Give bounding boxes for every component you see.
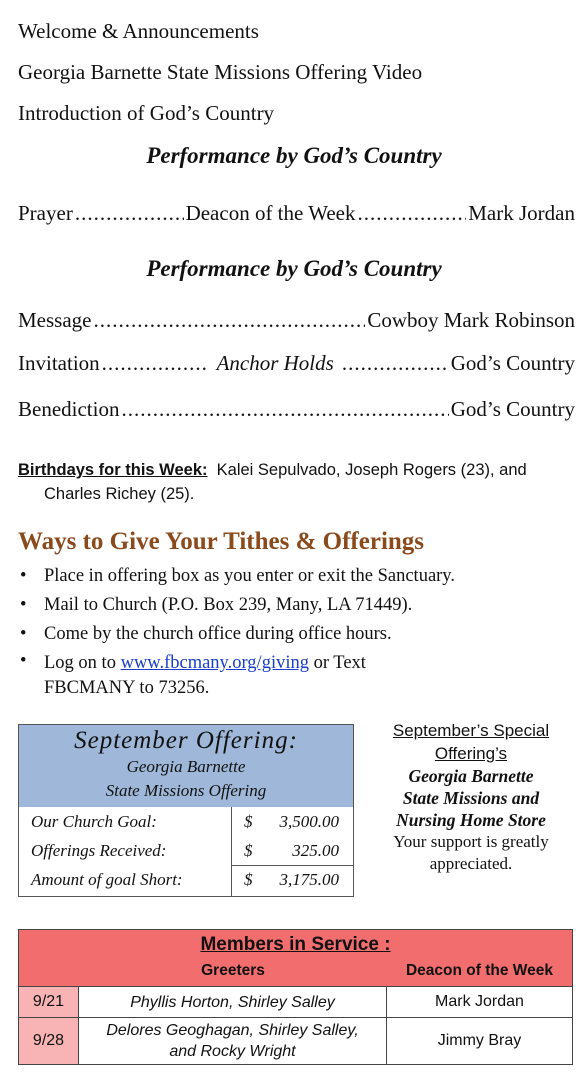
leader-dots <box>93 308 365 333</box>
performance-heading-1: Performance by God’s Country <box>146 143 442 168</box>
row-date: 9/21 <box>19 987 79 1017</box>
prayer-middle: Deacon of the Week <box>185 201 356 225</box>
special-heading-2: Offering’s <box>434 744 508 763</box>
birthdays-names-2: Charles Richey (25). <box>44 485 195 503</box>
text-to-give: FBCMANY to 73256. <box>44 678 210 698</box>
row-currency: $ <box>244 870 253 889</box>
row-deacon: Mark Jordan <box>435 993 524 1010</box>
special-offering <box>370 719 572 875</box>
row-label: Our Church Goal: <box>31 812 157 831</box>
performance-heading-2: Performance by God’s Country <box>146 256 442 281</box>
column-header-greeters: Greeters <box>201 962 265 979</box>
row-label: Amount of goal Short: <box>31 870 183 889</box>
leader-dots <box>342 351 449 376</box>
members-title: Members in Service : <box>200 934 391 955</box>
row-currency: $ <box>244 812 253 831</box>
september-offering-box <box>18 724 354 897</box>
row-date: 9/28 <box>19 1018 79 1064</box>
prayer-label: Prayer <box>18 201 73 225</box>
welcome-announcements: Welcome & Announcements <box>18 19 259 43</box>
message-line <box>18 308 575 333</box>
introduction-gods-country: Introduction of God’s Country <box>18 101 275 125</box>
list-item-text: Mail to Church (P.O. Box 239, Many, LA 71449). <box>44 595 413 615</box>
online-suffix: or Text <box>313 653 366 673</box>
online-prefix: Log on to <box>44 653 116 673</box>
members-in-service-table <box>18 929 573 1065</box>
list-item <box>18 620 578 649</box>
leader-dots <box>358 201 467 226</box>
bullet-icon: • <box>20 566 27 586</box>
message-label: Message <box>18 308 92 332</box>
prayer-line <box>18 201 575 226</box>
special-name-1: Georgia Barnette <box>408 766 534 786</box>
row-deacon: Jimmy Bray <box>437 1032 522 1049</box>
greeters-text: Delores Geoghagan, Shirley Salley, <box>106 1022 359 1039</box>
benediction-label: Benediction <box>18 397 120 421</box>
bullet-icon: • <box>20 651 27 671</box>
row-label: Offerings Received: <box>31 841 167 860</box>
special-name-3: Nursing Home Store <box>396 810 546 830</box>
list-item <box>18 562 578 591</box>
support-text-2: appreciated. <box>429 854 513 873</box>
offering-row-received <box>19 837 353 866</box>
benediction-right: God’s Country <box>450 397 575 421</box>
bullet-icon: • <box>20 595 27 615</box>
special-name-2: State Missions and <box>402 788 540 808</box>
row-amount: 325.00 <box>292 841 339 860</box>
invitation-right: God’s Country <box>450 351 575 375</box>
bullet-icon: • <box>20 624 27 644</box>
ways-to-give-list <box>18 562 578 701</box>
ways-to-give-title: Ways to Give Your Tithes & Offerings <box>18 528 425 555</box>
offering-subtitle-2: State Missions Offering <box>105 781 267 800</box>
offering-subtitle-1: Georgia Barnette <box>126 757 246 776</box>
column-header-deacon: Deacon of the Week <box>405 962 553 979</box>
prayer-right: Mark Jordan <box>468 201 575 225</box>
list-item-text: Come by the church office during office hours. <box>44 624 392 644</box>
invitation-song: Anchor Holds <box>216 351 334 375</box>
birthdays-names-1: Kalei Sepulvado, Joseph Rogers (23), and <box>216 461 527 479</box>
list-item <box>18 649 578 701</box>
leader-dots <box>121 397 448 422</box>
row-greeters <box>79 1018 387 1064</box>
message-right: Cowboy Mark Robinson <box>367 308 575 332</box>
list-item <box>18 591 578 620</box>
row-amount: 3,175.00 <box>279 870 339 889</box>
invitation-label: Invitation <box>18 351 100 375</box>
leader-dots <box>102 351 209 376</box>
row-greeters <box>79 987 387 1017</box>
table-row <box>19 1018 572 1064</box>
greeters-text: and Rocky Wright <box>169 1043 296 1060</box>
offering-title: September Offering: <box>74 727 298 754</box>
row-amount: 3,500.00 <box>279 812 339 831</box>
offering-row-short <box>19 866 353 895</box>
leader-dots <box>75 201 184 226</box>
giving-link[interactable]: www.fbcmany.org/giving <box>120 653 309 673</box>
offering-row-goal <box>19 808 353 837</box>
benediction-line <box>18 397 575 422</box>
birthdays-label: Birthdays for this Week: <box>18 461 208 479</box>
special-heading-1: September’s Special <box>392 721 550 740</box>
table-row <box>19 987 572 1017</box>
greeters-text: Phyllis Horton, Shirley Salley <box>130 993 335 1011</box>
offering-header <box>19 725 353 807</box>
support-text-1: Your support is greatly <box>393 832 549 851</box>
row-currency: $ <box>244 841 253 860</box>
invitation-line <box>18 351 575 376</box>
list-item-text: Place in offering box as you enter or exit the Sanctuary. <box>44 566 455 586</box>
state-missions-video: Georgia Barnette State Missions Offering Video <box>18 60 423 84</box>
birthdays-section <box>18 458 568 506</box>
